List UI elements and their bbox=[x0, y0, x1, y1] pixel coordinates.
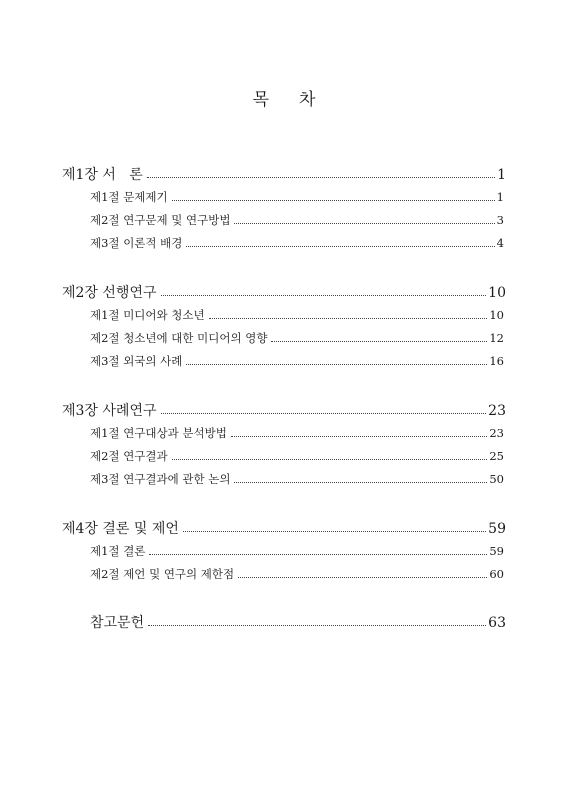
dot-leader bbox=[172, 459, 488, 460]
toc-chapter-3[interactable] bbox=[62, 400, 506, 420]
toc-section-3-2[interactable] bbox=[90, 448, 504, 464]
section-label: 제1절 연구대상과 분석방법 bbox=[90, 426, 227, 440]
toc-section-2-3[interactable] bbox=[90, 353, 504, 369]
toc-title bbox=[0, 85, 568, 110]
references-label: 참고문헌 bbox=[90, 615, 145, 631]
section-label: 제1절 문제제기 bbox=[90, 190, 168, 204]
toc-section-1-2[interactable] bbox=[90, 212, 504, 228]
page-number: 23 bbox=[489, 426, 504, 440]
toc-section-1-3[interactable] bbox=[90, 235, 504, 251]
page-number: 25 bbox=[489, 449, 504, 463]
dot-leader bbox=[209, 318, 488, 319]
page-number: 10 bbox=[489, 308, 504, 322]
page-number: 3 bbox=[496, 213, 504, 227]
section-label: 제3절 외국의 사례 bbox=[90, 354, 183, 368]
dot-leader bbox=[234, 223, 494, 224]
chapter-label: 제2장 선행연구 bbox=[62, 285, 157, 301]
dot-leader bbox=[161, 295, 487, 296]
section-label: 제2절 연구결과 bbox=[90, 449, 168, 463]
toc-chapter-4[interactable] bbox=[62, 518, 506, 538]
page-number: 60 bbox=[489, 567, 504, 581]
section-label: 제2절 연구문제 및 연구방법 bbox=[90, 213, 231, 227]
toc-chapter-1[interactable] bbox=[62, 164, 506, 184]
toc-section-3-3[interactable] bbox=[90, 471, 504, 487]
toc-section-1-1[interactable] bbox=[90, 189, 504, 205]
section-label: 제1절 미디어와 청소년 bbox=[90, 308, 205, 322]
section-label: 제2절 제언 및 연구의 제한점 bbox=[90, 567, 235, 581]
page-number: 10 bbox=[488, 285, 506, 301]
dot-leader bbox=[183, 531, 486, 532]
chapter-label: 제3장 사례연구 bbox=[62, 403, 157, 419]
dot-leader bbox=[147, 177, 495, 178]
dot-leader bbox=[238, 577, 487, 578]
toc-section-3-1[interactable] bbox=[90, 425, 504, 441]
dot-leader bbox=[148, 625, 486, 626]
page-number: 59 bbox=[488, 521, 506, 537]
dot-leader bbox=[234, 482, 487, 483]
toc-section-4-2[interactable] bbox=[90, 566, 504, 582]
dot-leader bbox=[231, 436, 488, 437]
page-number: 12 bbox=[489, 331, 504, 345]
dot-leader bbox=[186, 364, 487, 365]
dot-leader bbox=[271, 341, 487, 342]
dot-leader bbox=[186, 246, 494, 247]
toc-section-2-1[interactable] bbox=[90, 307, 504, 323]
toc-references[interactable] bbox=[90, 612, 506, 632]
page-number: 1 bbox=[496, 190, 504, 204]
section-label: 제1절 결론 bbox=[90, 544, 146, 558]
toc-section-4-1[interactable] bbox=[90, 543, 504, 559]
section-label: 제3절 이론적 배경 bbox=[90, 236, 183, 250]
page-number: 63 bbox=[488, 615, 506, 631]
chapter-label: 제1장 서 론 bbox=[62, 167, 143, 183]
dot-leader bbox=[149, 554, 487, 555]
dot-leader bbox=[172, 200, 495, 201]
section-label: 제2절 청소년에 대한 미디어의 영향 bbox=[90, 331, 268, 345]
page-number: 50 bbox=[489, 472, 504, 486]
page-number: 1 bbox=[497, 167, 506, 183]
page-number: 16 bbox=[489, 354, 504, 368]
dot-leader bbox=[161, 413, 487, 414]
section-label: 제3절 연구결과에 관한 논의 bbox=[90, 472, 231, 486]
page-number: 59 bbox=[489, 544, 504, 558]
page-number: 23 bbox=[488, 403, 506, 419]
page-number: 4 bbox=[496, 236, 504, 250]
chapter-label: 제4장 결론 및 제언 bbox=[62, 521, 179, 537]
toc-chapter-2[interactable] bbox=[62, 282, 506, 302]
toc-title-char-2: 차 bbox=[299, 90, 316, 110]
toc-section-2-2[interactable] bbox=[90, 330, 504, 346]
toc-title-char-1: 목 bbox=[252, 90, 269, 110]
